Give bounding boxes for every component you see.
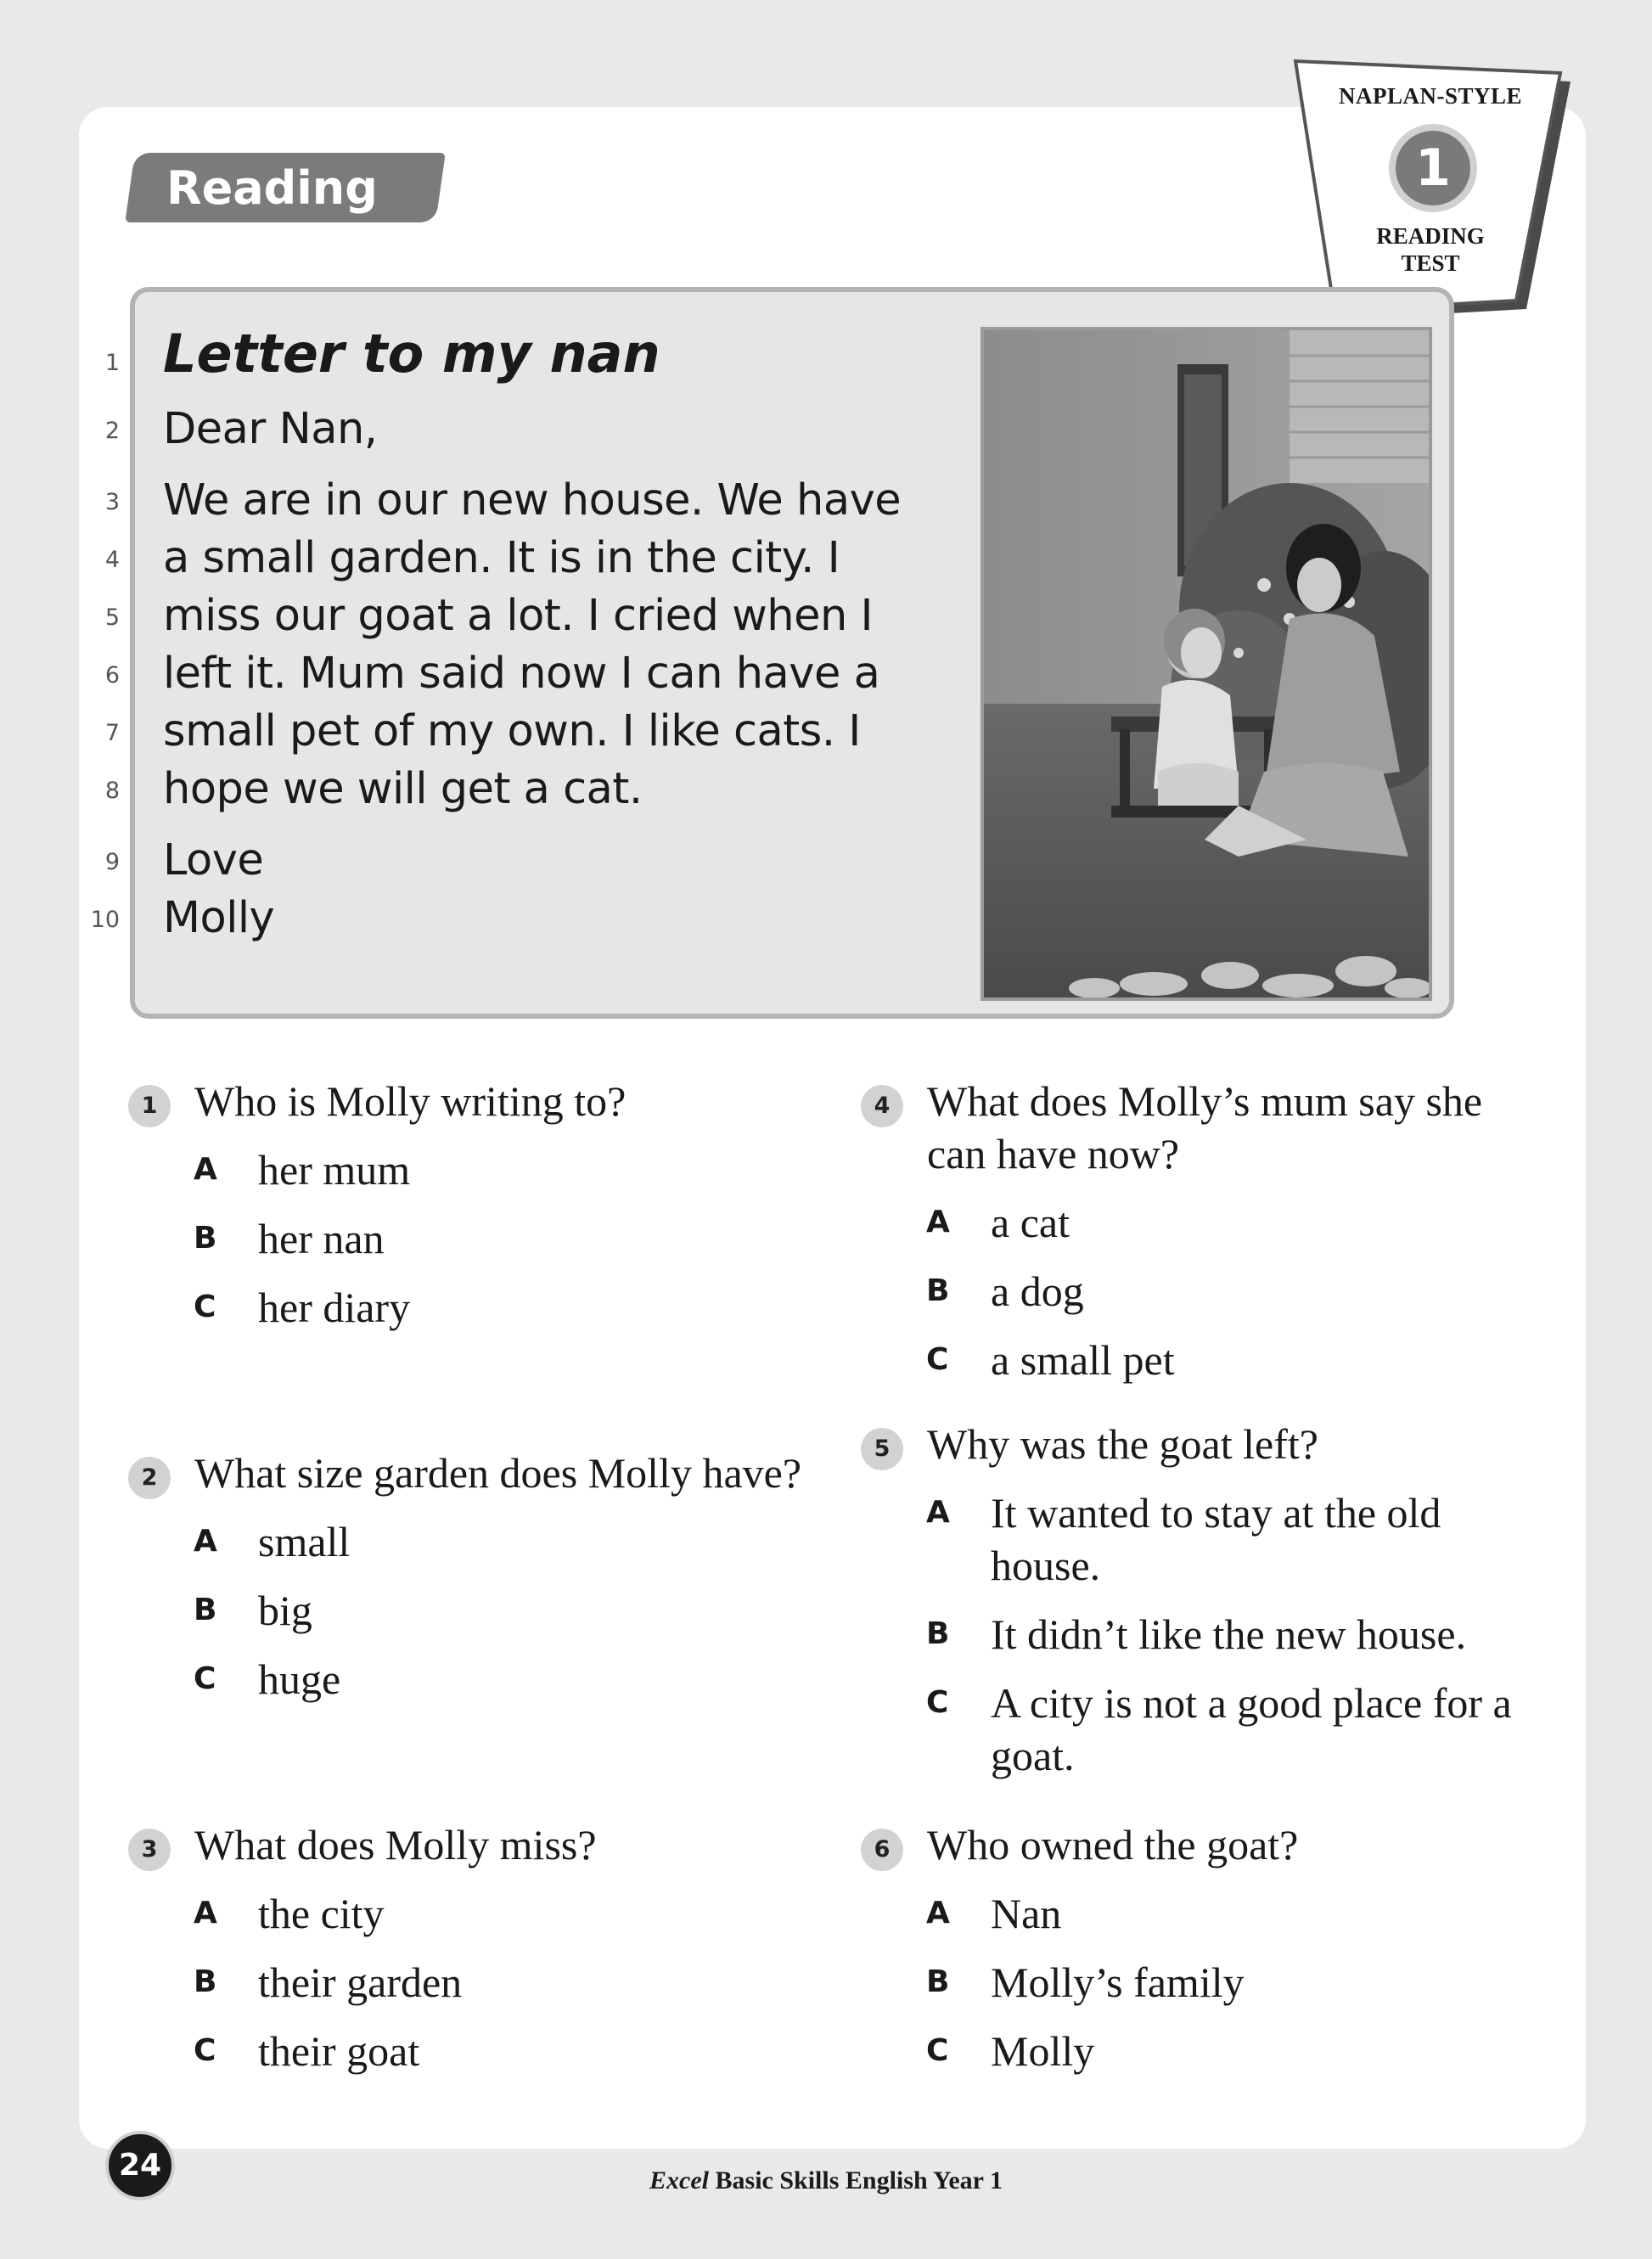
section-tab-label: Reading: [166, 161, 378, 215]
option-text[interactable]: small: [258, 1518, 351, 1565]
option-letter[interactable]: C: [194, 1290, 216, 1324]
question-text: Who is Molly writing to?: [194, 1077, 627, 1125]
option-letter[interactable]: B: [926, 1273, 950, 1308]
option-letter[interactable]: C: [926, 1685, 949, 1720]
question-text: What size garden does Molly have?: [194, 1449, 802, 1497]
photo-illustration: [984, 330, 1429, 997]
passage-line: small pet of my own. I like cats. I: [163, 706, 861, 756]
question-number: 3: [128, 1829, 171, 1871]
option-text[interactable]: Molly’s family: [991, 1958, 1245, 2006]
line-number: 7: [104, 720, 120, 746]
option-text[interactable]: her nan: [258, 1215, 385, 1262]
line-number: 4: [104, 547, 120, 573]
question-text: What does Molly’s mum say she: [927, 1077, 1483, 1125]
question-text: What does Molly miss?: [194, 1821, 597, 1868]
option-text[interactable]: a dog: [991, 1267, 1084, 1315]
question-text: Who owned the goat?: [927, 1821, 1299, 1868]
option-letter[interactable]: C: [194, 2033, 216, 2068]
option-text[interactable]: house.: [991, 1542, 1101, 1589]
badge-bottom-label: [1290, 222, 1571, 277]
passage-line: We are in our new house. We have: [163, 475, 902, 525]
passage-line: Molly: [163, 893, 275, 943]
option-letter[interactable]: C: [926, 1342, 949, 1377]
option-letter[interactable]: A: [194, 1524, 217, 1559]
option-letter[interactable]: A: [926, 1205, 950, 1239]
badge-bottom-line2: TEST: [1401, 250, 1460, 276]
badge-number: 1: [1415, 138, 1451, 198]
line-number: 2: [104, 418, 120, 444]
option-letter[interactable]: B: [194, 1221, 217, 1256]
footer-title: [0, 2166, 1652, 2195]
option-letter[interactable]: A: [194, 1152, 217, 1187]
page-number: 24: [105, 2131, 175, 2200]
option-letter[interactable]: C: [926, 2033, 949, 2068]
option-letter[interactable]: A: [194, 1896, 217, 1930]
option-text[interactable]: A city is not a good place for a: [991, 1679, 1512, 1727]
question-number: 2: [128, 1457, 171, 1499]
option-letter[interactable]: B: [194, 1964, 217, 1999]
line-number: 5: [104, 604, 120, 631]
passage-line: hope we will get a cat.: [163, 764, 643, 814]
passage-title: Letter to my nan: [163, 323, 660, 385]
photo-mother-and-daughter: [981, 327, 1432, 1001]
option-text[interactable]: a cat: [991, 1199, 1070, 1246]
option-letter[interactable]: B: [926, 1616, 950, 1651]
question-number: 6: [861, 1829, 903, 1871]
option-letter[interactable]: A: [926, 1495, 950, 1530]
footer-brand: Excel: [649, 2166, 710, 2194]
option-letter[interactable]: B: [926, 1964, 950, 1999]
option-text[interactable]: her mum: [258, 1146, 411, 1194]
question-text: can have now?: [927, 1130, 1180, 1177]
option-text[interactable]: their garden: [258, 1958, 463, 2006]
option-text[interactable]: It wanted to stay at the old: [991, 1489, 1441, 1537]
question-number: 1: [128, 1085, 171, 1127]
line-number: 9: [104, 849, 120, 875]
passage-line: miss our goat a lot. I cried when I: [163, 591, 874, 641]
option-text[interactable]: goat.: [991, 1732, 1075, 1779]
footer-book-title: Basic Skills English Year 1: [709, 2166, 1003, 2194]
badge-bottom-line1: READING: [1376, 223, 1485, 249]
option-text[interactable]: Nan: [991, 1890, 1062, 1937]
passage-line: a small garden. It is in the city. I: [163, 533, 840, 583]
option-text[interactable]: big: [258, 1587, 312, 1634]
naplan-badge: [1290, 59, 1571, 314]
option-text[interactable]: huge: [258, 1655, 341, 1703]
line-number: 10: [90, 907, 120, 933]
passage-line: left it. Mum said now I can have a: [163, 649, 880, 699]
option-letter[interactable]: B: [194, 1593, 217, 1627]
badge-top-label: NAPLAN-STYLE: [1338, 83, 1523, 109]
question-number: 4: [861, 1085, 903, 1127]
passage-line: Love: [163, 835, 264, 885]
option-text[interactable]: their goat: [258, 2027, 420, 2075]
option-text[interactable]: the city: [258, 1890, 385, 1937]
option-letter[interactable]: A: [926, 1896, 950, 1930]
option-text[interactable]: Molly: [991, 2027, 1095, 2075]
line-number: 1: [104, 350, 120, 376]
line-number: 3: [104, 489, 120, 515]
option-text[interactable]: a small pet: [991, 1336, 1175, 1384]
option-text[interactable]: her diary: [258, 1284, 411, 1331]
question-number: 5: [861, 1428, 903, 1470]
line-number: 6: [104, 662, 120, 688]
option-letter[interactable]: C: [194, 1661, 216, 1696]
passage-line: Dear Nan,: [163, 404, 378, 454]
option-text[interactable]: It didn’t like the new house.: [991, 1610, 1467, 1658]
line-number: 8: [104, 778, 120, 804]
question-text: Why was the goat left?: [927, 1420, 1318, 1468]
